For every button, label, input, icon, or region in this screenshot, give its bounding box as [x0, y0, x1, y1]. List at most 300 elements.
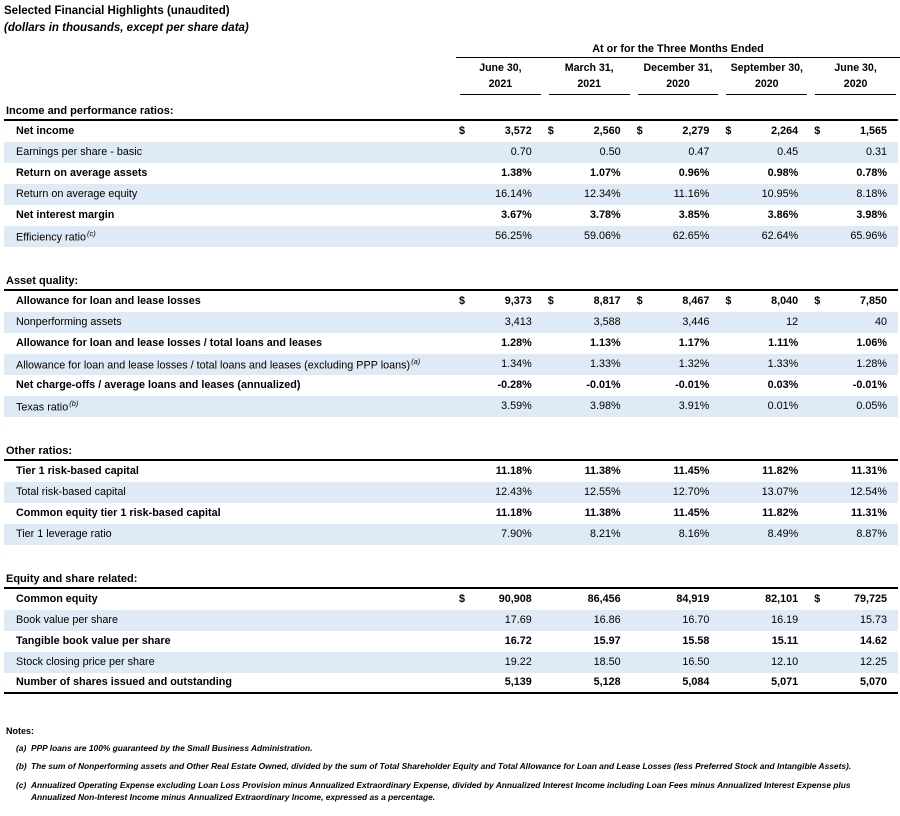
cell-value: 8,817: [593, 295, 621, 308]
row-label-text: Nonperforming assets: [16, 316, 122, 329]
value-cell: [630, 400, 719, 412]
value-cell: [718, 146, 807, 158]
value-cell: [807, 400, 896, 412]
cell-value: 3,572: [504, 125, 532, 138]
row-label-text: Tier 1 risk-based capital: [16, 465, 139, 478]
table-row: [4, 333, 898, 354]
value-cell: [452, 316, 541, 328]
row-label: [4, 656, 452, 668]
cell-value: 90,908: [498, 593, 532, 606]
column-header-year: 2020: [843, 77, 868, 90]
cell-value: 3,413: [504, 316, 532, 329]
value-cell: [452, 188, 541, 200]
value-cell: [452, 209, 541, 221]
table-header: [456, 43, 900, 95]
value-cell: [807, 528, 896, 540]
table-row: [4, 121, 898, 142]
column-header-month: March 31,: [564, 61, 614, 74]
value-cell: [630, 358, 719, 370]
row-label: [4, 295, 452, 307]
value-cell: [807, 337, 896, 349]
value-cell: [452, 125, 541, 137]
value-cell: [807, 614, 896, 626]
cell-value: 16.86: [593, 614, 621, 627]
dollar-sign: $: [547, 295, 554, 308]
value-cell: [630, 316, 719, 328]
value-cell: [807, 295, 896, 307]
column-header-year: 2021: [488, 77, 513, 90]
value-cell: [807, 676, 896, 688]
section-heading: Equity and share related:: [4, 573, 898, 589]
value-cell: [630, 146, 719, 158]
row-label: [4, 125, 452, 137]
cell-value: 79,725: [853, 593, 887, 606]
cell-value: 0.01%: [767, 400, 799, 413]
value-cell: [541, 656, 630, 668]
cell-value: 1.17%: [678, 337, 710, 350]
value-cell: [718, 125, 807, 137]
cell-value: -0.01%: [675, 379, 710, 392]
value-cell: [541, 486, 630, 498]
row-label: [4, 635, 452, 647]
cell-value: 1.13%: [589, 337, 621, 350]
value-cell: [541, 507, 630, 519]
cell-value: 5,128: [593, 676, 621, 689]
value-cell: [541, 358, 630, 370]
value-cell: [630, 528, 719, 540]
column-header-month: June 30,: [479, 61, 522, 74]
cell-value: 1.06%: [856, 337, 887, 350]
row-label: [4, 229, 452, 244]
row-label-text: Net charge-offs / average loans and leases (annualized): [16, 379, 301, 392]
cell-value: 15.11: [771, 635, 799, 648]
footnote-ref: (a): [411, 356, 421, 366]
cell-value: 12.10: [771, 656, 799, 669]
section-heading: Income and performance ratios:: [4, 105, 898, 121]
value-cell: [452, 167, 541, 179]
dollar-sign: $: [459, 125, 466, 138]
value-cell: [630, 635, 719, 647]
value-cell: [630, 295, 719, 307]
table-row: [4, 482, 898, 503]
value-cell: [807, 146, 896, 158]
value-cell: [630, 507, 719, 519]
value-cell: [541, 295, 630, 307]
notes-heading: Notes:: [6, 725, 35, 736]
value-cell: [630, 230, 719, 242]
column-header-year: 2021: [577, 77, 601, 90]
cell-value: 8.21%: [589, 528, 621, 541]
table-row: [4, 142, 898, 163]
table-row: [4, 205, 898, 226]
row-label-text: Common equity tier 1 risk-based capital: [16, 507, 221, 520]
dollar-sign: $: [547, 125, 554, 138]
section-heading: Asset quality:: [4, 275, 898, 291]
cell-value: 8.49%: [767, 528, 799, 541]
note-text: The sum of Nonperforming assets and Other Real Estate Owned, divided by the sum of Total Shareholder Equity and Total Allowance for Loan and Lease Losses (less Preferred Stock and Intangible Assets).: [31, 761, 852, 772]
cell-value: 8.18%: [856, 188, 887, 201]
cell-value: 16.50: [682, 656, 710, 669]
dollar-sign: $: [636, 125, 643, 138]
cell-value: 5,139: [504, 676, 532, 689]
row-label: [4, 465, 452, 477]
column-header-month: December 31,: [643, 61, 713, 74]
row-label-text: Book value per share: [16, 614, 119, 627]
cell-value: 16.14%: [495, 188, 532, 201]
row-label-text: Common equity: [16, 593, 98, 606]
dollar-sign: $: [636, 295, 643, 308]
cell-value: 17.69: [504, 614, 532, 627]
cell-value: 11.16%: [673, 188, 710, 201]
row-label: [4, 357, 452, 372]
value-cell: [807, 167, 896, 179]
value-cell: [807, 125, 896, 137]
dollar-sign: $: [725, 295, 732, 308]
cell-value: 11.82%: [762, 507, 799, 520]
cell-value: 1.07%: [589, 167, 621, 180]
value-cell: [452, 676, 541, 688]
cell-value: 3.86%: [767, 209, 799, 222]
table-row: [4, 673, 898, 694]
column-header: [460, 58, 541, 95]
value-cell: [718, 400, 807, 412]
value-cell: [541, 465, 630, 477]
row-label-text: Allowance for loan and lease losses / total loans and leases: [16, 337, 323, 350]
column-header: [815, 58, 896, 95]
row-label: [4, 209, 452, 221]
cell-value: 8.16%: [678, 528, 710, 541]
notes: [4, 726, 898, 804]
value-cell: [452, 337, 541, 349]
cell-value: 16.70: [682, 614, 710, 627]
row-label: [4, 528, 452, 540]
value-cell: [718, 656, 807, 668]
cell-value: 8,040: [771, 295, 799, 308]
value-cell: [718, 188, 807, 200]
cell-value: 11.38%: [584, 507, 621, 520]
value-cell: [541, 379, 630, 391]
row-label: [4, 593, 452, 605]
cell-value: 5,084: [682, 676, 710, 689]
row-label-text: Number of shares issued and outstanding: [16, 676, 232, 689]
value-cell: [452, 400, 541, 412]
row-label-text: Tangible book value per share: [16, 635, 171, 648]
cell-value: 2,264: [771, 125, 799, 138]
cell-value: 12.43%: [495, 486, 532, 499]
note-item: [16, 742, 898, 755]
table-row: [4, 354, 898, 375]
row-label: [4, 337, 452, 349]
cell-value: 2,279: [682, 125, 710, 138]
dollar-sign: $: [459, 295, 466, 308]
cell-value: 0.96%: [678, 167, 710, 180]
row-label-text: Net interest margin: [16, 209, 115, 222]
cell-value: 0.05%: [856, 400, 887, 413]
cell-value: 12.25: [859, 656, 887, 669]
note-item: [16, 760, 898, 773]
cell-value: 15.73: [859, 614, 887, 627]
value-cell: [718, 379, 807, 391]
cell-value: 16.19: [771, 614, 799, 627]
row-label-text: Total risk-based capital: [16, 486, 126, 499]
table-row: [4, 184, 898, 205]
row-label-text: Return on average assets: [16, 167, 148, 180]
table-row: [4, 524, 898, 545]
cell-value: -0.01%: [586, 379, 621, 392]
column-header-year: 2020: [666, 77, 690, 90]
value-cell: [718, 614, 807, 626]
cell-value: 3,588: [593, 316, 621, 329]
cell-value: 84,919: [676, 593, 710, 606]
table-section: [4, 105, 898, 247]
column-header: [726, 58, 807, 95]
cell-value: 1.34%: [501, 358, 532, 371]
cell-value: 11.18%: [495, 465, 532, 478]
value-cell: [718, 593, 807, 605]
row-label: [4, 146, 452, 158]
value-cell: [630, 125, 719, 137]
row-label-text: Efficiency ratio: [16, 231, 87, 244]
cell-value: 1,565: [859, 125, 887, 138]
cell-value: 11.45%: [673, 507, 710, 520]
cell-value: 65.96%: [850, 230, 887, 243]
row-label: [4, 507, 452, 519]
column-header: [549, 58, 630, 95]
dollar-sign: $: [814, 295, 821, 308]
cell-value: 11.82%: [762, 465, 799, 478]
table-row: [4, 610, 898, 631]
row-label-text: Earnings per share - basic: [16, 146, 143, 159]
table-row: [4, 652, 898, 673]
value-cell: [807, 188, 896, 200]
cell-value: 3.98%: [589, 400, 621, 413]
column-header: [638, 58, 719, 95]
value-cell: [541, 635, 630, 647]
row-label-text: Allowance for loan and lease losses / total loans and leases (excluding PPP loans): [16, 359, 411, 372]
value-cell: [541, 188, 630, 200]
column-header-month: September 30,: [730, 61, 803, 74]
cell-value: 3.67%: [501, 209, 532, 222]
page-title: Selected Financial Highlights (unaudited): [4, 5, 230, 17]
row-label-text: Stock closing price per share: [16, 656, 155, 669]
value-cell: [630, 337, 719, 349]
table-row: [4, 461, 898, 482]
value-cell: [452, 635, 541, 647]
footnote-ref: (c): [87, 228, 96, 238]
cell-value: 0.98%: [767, 167, 799, 180]
cell-value: 16.72: [504, 635, 532, 648]
row-label: [4, 167, 452, 179]
cell-value: 1.32%: [678, 358, 710, 371]
value-cell: [452, 528, 541, 540]
value-cell: [541, 528, 630, 540]
value-cell: [541, 146, 630, 158]
cell-value: 11.31%: [850, 465, 887, 478]
cell-value: 0.45: [777, 146, 799, 159]
value-cell: [452, 230, 541, 242]
row-label: [4, 379, 452, 391]
cell-value: 1.28%: [856, 358, 887, 371]
value-cell: [541, 400, 630, 412]
cell-value: 82,101: [765, 593, 799, 606]
column-headers: [456, 58, 900, 95]
cell-value: 12.34%: [583, 188, 621, 201]
cell-value: 3.85%: [678, 209, 710, 222]
row-label-text: Texas ratio: [16, 401, 69, 414]
value-cell: [452, 656, 541, 668]
value-cell: [630, 676, 719, 688]
value-cell: [807, 316, 896, 328]
value-cell: [718, 295, 807, 307]
cell-value: 12.54%: [850, 486, 887, 499]
table-sections: [4, 105, 898, 694]
cell-value: 14.62: [859, 635, 887, 648]
value-cell: [630, 656, 719, 668]
value-cell: [541, 337, 630, 349]
note-text: PPP loans are 100% guaranteed by the Small Business Administration.: [31, 742, 313, 753]
cell-value: -0.28%: [497, 379, 532, 392]
value-cell: [630, 167, 719, 179]
value-cell: [718, 486, 807, 498]
cell-value: 0.31: [865, 146, 887, 159]
value-cell: [718, 337, 807, 349]
value-cell: [452, 295, 541, 307]
column-header-month: June 30,: [834, 61, 877, 74]
page-subtitle: (dollars in thousands, except per share data): [4, 21, 249, 34]
span-header: At or for the Three Months Ended: [456, 43, 900, 58]
table-row: [4, 226, 898, 247]
row-label: [4, 188, 452, 200]
cell-value: 3.98%: [856, 209, 887, 222]
cell-value: 15.97: [593, 635, 621, 648]
cell-value: 86,456: [587, 593, 621, 606]
cell-value: 1.33%: [767, 358, 799, 371]
row-label: [4, 614, 452, 626]
cell-value: 3.59%: [501, 400, 532, 413]
cell-value: 8.87%: [856, 528, 887, 541]
value-cell: [718, 167, 807, 179]
value-cell: [718, 230, 807, 242]
value-cell: [807, 507, 896, 519]
table-row: [4, 396, 898, 417]
value-cell: [718, 528, 807, 540]
note-tag: (b): [16, 761, 27, 772]
table-section: [4, 445, 898, 545]
value-cell: [807, 656, 896, 668]
cell-value: 1.11%: [768, 337, 799, 350]
cell-value: 19.22: [504, 656, 532, 669]
value-cell: [541, 209, 630, 221]
dollar-sign: $: [725, 125, 732, 138]
row-label-text: Return on average equity: [16, 188, 138, 201]
value-cell: [541, 230, 630, 242]
value-cell: [452, 465, 541, 477]
cell-value: 0.50: [599, 146, 621, 159]
value-cell: [630, 209, 719, 221]
value-cell: [541, 316, 630, 328]
table-row: [4, 631, 898, 652]
cell-value: 62.65%: [672, 230, 710, 243]
cell-value: 10.95%: [761, 188, 799, 201]
cell-value: 13.07%: [761, 486, 799, 499]
table-section: [4, 275, 898, 417]
cell-value: 11.38%: [584, 465, 621, 478]
cell-value: 0.47: [688, 146, 710, 159]
cell-value: 1.33%: [589, 358, 621, 371]
dollar-sign: $: [459, 593, 466, 606]
row-label: [4, 399, 452, 414]
table-row: [4, 589, 898, 610]
value-cell: [718, 635, 807, 647]
value-cell: [718, 676, 807, 688]
table-row: [4, 163, 898, 184]
note-item: [16, 779, 898, 804]
cell-value: 7,850: [859, 295, 887, 308]
value-cell: [452, 486, 541, 498]
value-cell: [807, 486, 896, 498]
cell-value: 2,560: [593, 125, 621, 138]
cell-value: 8,467: [682, 295, 710, 308]
cell-value: 18.50: [593, 656, 621, 669]
value-cell: [452, 379, 541, 391]
cell-value: 11.45%: [673, 465, 710, 478]
cell-value: 12: [786, 316, 799, 329]
table-row: [4, 375, 898, 396]
section-heading: Other ratios:: [4, 445, 898, 461]
cell-value: 15.58: [682, 635, 710, 648]
value-cell: [718, 465, 807, 477]
value-cell: [452, 593, 541, 605]
cell-value: 1.38%: [501, 167, 532, 180]
note-tag: (a): [16, 742, 27, 753]
row-label: [4, 316, 452, 328]
cell-value: 62.64%: [761, 230, 799, 243]
column-header-year: 2020: [755, 77, 779, 90]
table-row: [4, 312, 898, 333]
cell-value: 3.78%: [589, 209, 621, 222]
value-cell: [452, 614, 541, 626]
cell-value: 7.90%: [501, 528, 532, 541]
cell-value: 3.91%: [678, 400, 710, 413]
notes-items: [4, 742, 898, 804]
cell-value: 1.28%: [501, 337, 532, 350]
value-cell: [718, 507, 807, 519]
cell-value: 0.78%: [856, 167, 887, 180]
value-cell: [630, 593, 719, 605]
value-cell: [807, 465, 896, 477]
value-cell: [718, 209, 807, 221]
row-label: [4, 486, 452, 498]
value-cell: [452, 358, 541, 370]
value-cell: [541, 676, 630, 688]
cell-value: 40: [874, 316, 887, 329]
footnote-ref: (b): [69, 398, 79, 408]
cell-value: 0.03%: [767, 379, 799, 392]
row-label-text: Tier 1 leverage ratio: [16, 528, 112, 541]
value-cell: [718, 358, 807, 370]
value-cell: [807, 379, 896, 391]
table-section: [4, 573, 898, 694]
value-cell: [541, 125, 630, 137]
cell-value: 11.31%: [850, 507, 887, 520]
value-cell: [630, 188, 719, 200]
note-tag: (c): [16, 779, 27, 790]
cell-value: 56.25%: [495, 230, 532, 243]
note-text: Annualized Operating Expense excluding Loan Loss Provision minus Annualized Extraordinary Expense, divided by Annualized Interest Income including Loan Fees minus Annualized Interest Expense plus Annualized Non-Interest Income minus Annualized Extraordinary Income, expressed as a percentage.: [31, 779, 851, 803]
value-cell: [541, 167, 630, 179]
cell-value: 3,446: [682, 316, 710, 329]
cell-value: 5,070: [859, 676, 887, 689]
